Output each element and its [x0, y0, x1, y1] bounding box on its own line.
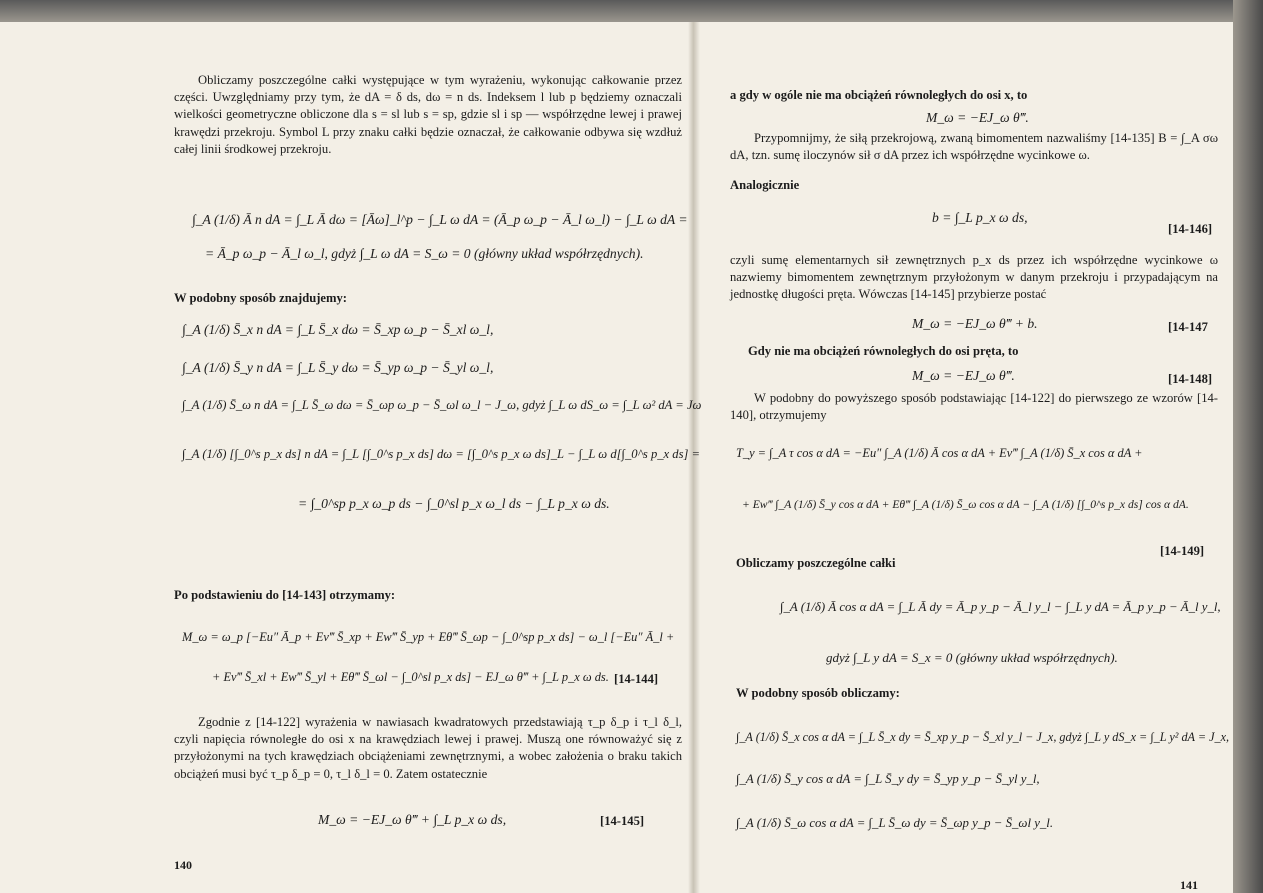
similar2-paragraph	[730, 390, 1218, 424]
equation-number-14-144: [14-144]	[614, 672, 659, 686]
sum-paragraph	[730, 252, 1218, 304]
equation-e: M_ω = −EJ_ω θ‴.	[926, 110, 1029, 125]
equation-number-14-147: [14-147	[1168, 320, 1208, 334]
analog-label: Analogicznie	[730, 178, 800, 192]
substitution-heading: Po podstawieniu do [14-143] otrzymamy:	[174, 588, 396, 602]
equation-i1: T_y = ∫_A τ cos α dA = −Eu″ ∫_A (1/δ) Ā cos α dA + Ev‴ ∫_A (1/δ) S̄_x cos α dA +	[736, 446, 1143, 460]
equation-b1: ∫_A (1/δ) S̄_x n dA = ∫_L S̄_x dω = S̄_xp ω_p − S̄_xl ω_l,	[182, 322, 494, 337]
equation-d: M_ω = −EJ_ω θ‴ + ∫_L p_x ω ds,	[318, 812, 507, 827]
equation-number-14-149: [14-149]	[1160, 544, 1205, 558]
equation-number-14-148: [14-148]	[1168, 372, 1213, 386]
similar-heading: W podobny sposób znajdujemy:	[174, 291, 347, 305]
equation-c2: + Ev‴ S̄_xl + Ew‴ S̄_yl + Eθ‴ S̄_ωl − ∫_0^sl p_x ds] − EJ_ω θ‴ + ∫_L p_x ω ds.	[212, 670, 609, 684]
equation-a1: ∫_A (1/δ) Ā n dA = ∫_L Ā dω = [Āω]_l^p − ∫_L ω dA = (Ā_p ω_p − Ā_l ω_l) − ∫_L ω dA =	[192, 212, 688, 227]
equation-i2: + Ew‴ ∫_A (1/δ) S̄_y cos α dA + Eθ‴ ∫_A (1/δ) S̄_ω cos α dA − ∫_A (1/δ) [∫_0^s p_x ds] cos α dA.	[742, 498, 1189, 511]
page-number-left: 140	[174, 858, 192, 872]
equation-k1: ∫_A (1/δ) S̄_x cos α dA = ∫_L S̄_x dy = S̄_xp y_p − S̄_xl y_l − J_x, gdyż ∫_L y dS_x = ∫_L y² dA = J_x,	[736, 730, 1230, 744]
accordance-text: Zgodnie z [14-122] wyrażenia w nawiasach kwadratowych przedstawiają τ_p δ_p i τ_l δ_l, czyli napięcia równoległe do osi x na krawędziach lewej i prawej. Muszą one równoważyć się z przyłożonymi na tych krawędziach obciążeniami zewnętrznymi, a wobec założenia o braku takich obciążeń musi być τ_p δ_p = 0, τ_l δ_l = 0. Zatem ostatecznie	[174, 715, 682, 781]
equation-j2: gdyż ∫_L y dA = S_x = 0 (główny układ współrzędnych).	[826, 650, 1118, 665]
sum-text: czyli sumę elementarnych sił zewnętrznych p_x ds przez ich współrzędne wycinkowe ω nazwiemy bimomentem zewnętrznym przyłożonym w danym przekroju i przypadającym na jednostkę długości pręta. Wówczas [14-145] przybierze postać	[730, 253, 1218, 302]
scan-top-edge	[0, 0, 1263, 22]
equation-c1: M_ω = ω_p [−Eu″ Ā_p + Ev‴ S̄_xp + Ew‴ S̄_yp + Eθ‴ S̄_ωp − ∫_0^sp p_x ds] − ω_l [−Eu″ Ā_l +	[182, 630, 675, 644]
equation-b5: = ∫_0^sp p_x ω_p ds − ∫_0^sl p_x ω_l ds − ∫_L p_x ω ds.	[298, 496, 610, 511]
accordance-paragraph	[174, 714, 682, 783]
calc-heading: Obliczamy poszczególne całki	[736, 556, 896, 570]
bimoment-text: Przypomnijmy, że siłą przekrojową, zwaną bimomentem nazwaliśmy [14-135] B = ∫_A σω dA, tzn. sumę iloczynów sił σ dA przez ich współrzędne wycinkowe ω.	[730, 131, 1218, 163]
equation-b2: ∫_A (1/δ) S̄_y n dA = ∫_L S̄_y dω = S̄_yp ω_p − S̄_yl ω_l,	[182, 360, 494, 375]
calc2-heading: W podobny sposób obliczamy:	[736, 686, 900, 700]
equation-b4: ∫_A (1/δ) [∫_0^s p_x ds] n dA = ∫_L [∫_0^s p_x ds] dω = [∫_0^s p_x ω ds]_L − ∫_L ω d[∫_0^s p_x ds] =	[182, 447, 701, 461]
intro-text: Obliczamy poszczególne całki występujące w tym wyrażeniu, wykonując całkowanie przez części. Uwzględniamy przy tym, że dA = δ ds, dω = n ds. Indeksem l lub p będziemy oznaczali wielkości geometryczne obliczone dla s = sl lub s = sp, gdzie sl i sp — współrzędne lewej i prawej krawędzi przekroju. Symbol L przy znaku całki będzie oznaczał, że całkowanie odbywa się wzdłuż całej linii środkowej przekroju.	[174, 73, 682, 156]
equation-f: b = ∫_L p_x ω ds,	[932, 210, 1028, 225]
equation-a2: = Ā_p ω_p − Ā_l ω_l, gdyż ∫_L ω dA = S_ω = 0 (główny układ współrzędnych).	[205, 246, 644, 261]
equation-b3: ∫_A (1/δ) S̄_ω n dA = ∫_L S̄_ω dω = S̄_ωp ω_p − S̄_ωl ω_l − J_ω, gdyż ∫_L ω dS_ω = ∫_L ω² dA = Jω	[182, 398, 702, 412]
equation-k2: ∫_A (1/δ) S̄_y cos α dA = ∫_L S̄_y dy = S̄_yp y_p − S̄_yl y_l,	[736, 772, 1040, 786]
page-number-right: 141	[1180, 878, 1198, 892]
scan-right-edge	[1233, 0, 1263, 893]
equation-h: M_ω = −EJ_ω θ‴.	[912, 368, 1015, 383]
equation-k3: ∫_A (1/δ) S̄_ω cos α dA = ∫_L S̄_ω dy = S̄_ωp y_p − S̄_ωl y_l.	[736, 816, 1054, 830]
equation-j1: ∫_A (1/δ) Ā cos α dA = ∫_L Ā dy = Ā_p y_p − Ā_l y_l − ∫_L y dA = Ā_p y_p − Ā_l y_l,	[780, 600, 1221, 614]
similar2-text: W podobny do powyższego sposób podstawiając [14-122] do pierwszego ze wzorów [14-140], otrzymujemy	[730, 391, 1218, 423]
line-1: a gdy w ogóle nie ma obciążeń równoległych do osi x, to	[730, 88, 1028, 102]
no-loads-line: Gdy nie ma obciążeń równoległych do osi pręta, to	[748, 344, 1019, 358]
equation-g: M_ω = −EJ_ω θ‴ + b.	[912, 316, 1038, 331]
intro-paragraph	[174, 72, 682, 158]
bimoment-paragraph	[730, 130, 1218, 164]
equation-number-14-146: [14-146]	[1168, 222, 1213, 236]
equation-number-14-145: [14-145]	[600, 814, 645, 828]
